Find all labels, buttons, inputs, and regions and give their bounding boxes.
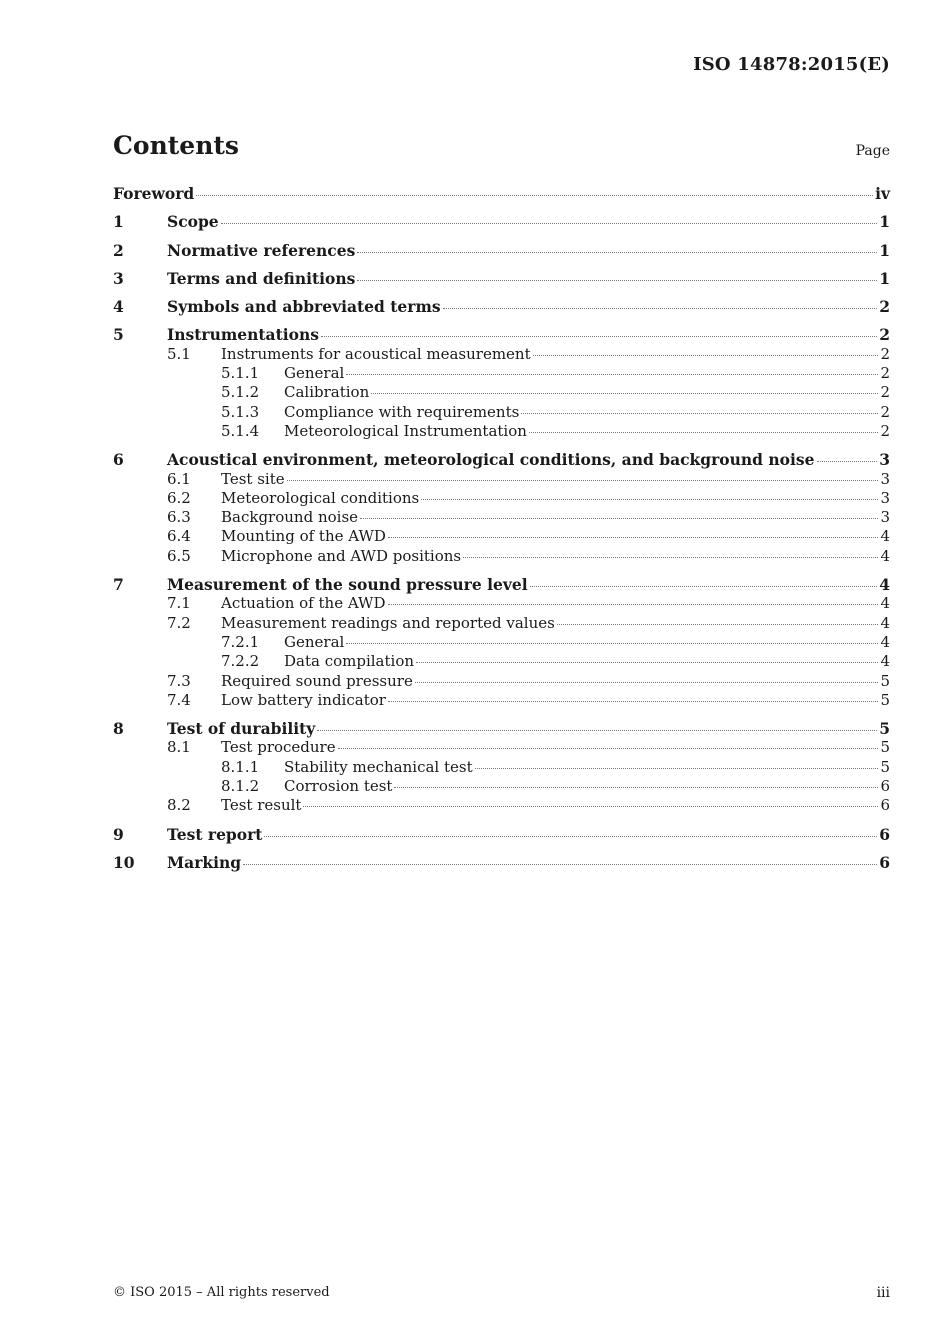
toc-entry-page: 2 <box>880 344 890 363</box>
toc-entry-title: Measurement readings and reported values <box>221 613 555 632</box>
toc-entry-title: Low battery indicator <box>221 690 386 709</box>
toc-entry-number: 6.5 <box>167 546 191 565</box>
toc-entry-title: Terms and definitions <box>167 268 356 288</box>
toc-entry-page: 6 <box>880 777 890 796</box>
toc-entry-number: 5.1 <box>167 344 191 363</box>
toc-entry-page: 5 <box>880 738 890 757</box>
dot-leader <box>557 624 879 625</box>
toc-entry-number: 3 <box>113 268 124 288</box>
toc-entry-number: 8.1 <box>167 738 191 757</box>
toc-entry-number: 4 <box>113 297 124 317</box>
toc-entry-number: 6.1 <box>167 469 191 488</box>
toc-entry[interactable] <box>113 633 890 652</box>
toc-entry[interactable] <box>113 738 890 757</box>
toc-entry-title: Test procedure <box>221 738 336 757</box>
dot-leader <box>303 806 878 807</box>
toc-entry-page: 5 <box>880 757 890 776</box>
toc-entry-number: 7.2.2 <box>221 652 260 671</box>
toc-entry[interactable] <box>113 691 890 710</box>
dot-leader <box>388 701 879 702</box>
toc-entry-number: 6 <box>113 450 124 470</box>
toc-entry[interactable] <box>113 672 890 691</box>
toc-entry-page: 1 <box>879 212 890 232</box>
toc-entry-title: Scope <box>167 212 219 232</box>
page-column-label: Page <box>855 143 890 159</box>
toc-entry-page: 4 <box>880 613 890 632</box>
toc-entry-title: General <box>284 364 345 383</box>
dot-leader <box>388 537 879 538</box>
toc-entry-page: 2 <box>880 402 890 421</box>
toc-entry-number: 8.1.2 <box>221 777 260 796</box>
dot-leader <box>521 413 878 414</box>
dot-leader <box>817 461 878 462</box>
toc-entry[interactable] <box>113 450 890 469</box>
document-id: ISO 14878:2015(E) <box>693 54 890 75</box>
toc-entry[interactable] <box>113 345 890 364</box>
dot-leader <box>346 643 878 644</box>
toc-entry-number: 9 <box>113 824 124 844</box>
toc-entry[interactable] <box>113 853 890 872</box>
toc-entry[interactable] <box>113 575 890 594</box>
toc-entry-title: Mounting of the AWD <box>221 527 386 546</box>
toc-entry[interactable] <box>113 547 890 566</box>
toc-entry-page: 3 <box>880 488 890 507</box>
toc-entry-title: Required sound pressure <box>221 671 413 690</box>
toc-entry-page: 4 <box>880 546 890 565</box>
toc-entry[interactable] <box>113 594 890 613</box>
toc-entry[interactable] <box>113 470 890 489</box>
toc-entry-title: Symbols and abbreviated terms <box>167 297 441 317</box>
toc-entry[interactable] <box>113 241 890 260</box>
dot-leader <box>357 280 877 281</box>
table-of-contents <box>113 184 890 872</box>
toc-entry-title: Compliance with requirements <box>284 402 520 421</box>
toc-entry-number: 5.1.1 <box>221 364 260 383</box>
toc-entry-page: 1 <box>879 240 890 260</box>
toc-entry-title: Corrosion test <box>284 777 393 796</box>
dot-leader <box>360 518 878 519</box>
toc-entry-title: Microphone and AWD positions <box>221 546 462 565</box>
toc-entry-page: 3 <box>879 450 890 470</box>
toc-entry-number: 6.3 <box>167 508 191 527</box>
toc-entry-number: 6.4 <box>167 527 191 546</box>
dot-leader <box>533 355 879 356</box>
toc-entry[interactable] <box>113 652 890 671</box>
toc-entry-number: 5 <box>113 325 124 345</box>
toc-entry[interactable] <box>113 719 890 738</box>
toc-entry-title: Stability mechanical test <box>284 757 473 776</box>
toc-entry-page: 1 <box>879 268 890 288</box>
toc-entry[interactable] <box>113 796 890 815</box>
toc-entry-title: Meteorological Instrumentation <box>284 421 527 440</box>
toc-entry-page: 2 <box>880 421 890 440</box>
toc-entry[interactable] <box>113 212 890 231</box>
toc-entry[interactable] <box>113 269 890 288</box>
toc-entry-number: 6.2 <box>167 488 191 507</box>
toc-entry-title: Test report <box>167 824 263 844</box>
toc-entry-title: Marking <box>167 852 242 872</box>
dot-leader <box>415 682 879 683</box>
toc-entry-page: 5 <box>880 690 890 709</box>
contents-heading: Contents <box>113 131 240 160</box>
toc-entry-title: Background noise <box>221 508 359 527</box>
toc-entry-number: 5.1.3 <box>221 402 260 421</box>
toc-entry-page: 4 <box>880 632 890 651</box>
toc-entry-number: 7.4 <box>167 690 191 709</box>
toc-entry[interactable] <box>113 508 890 527</box>
dot-leader <box>338 748 879 749</box>
toc-entry-title: Meteorological conditions <box>221 488 420 507</box>
toc-entry-page: 4 <box>880 652 890 671</box>
toc-entry-number: 7 <box>113 575 124 595</box>
dot-leader <box>416 662 878 663</box>
dot-leader <box>321 336 877 337</box>
toc-entry-number: 8.1.1 <box>221 757 260 776</box>
toc-entry-title: Test of durability <box>167 719 316 739</box>
toc-entry[interactable] <box>113 527 890 546</box>
toc-entry-title: Instruments for acoustical measurement <box>221 344 531 363</box>
toc-entry-title: Acoustical environment, meteorological conditions, and background noise <box>167 450 815 470</box>
toc-entry-number: 10 <box>113 852 135 872</box>
toc-entry[interactable] <box>113 614 890 633</box>
dot-leader <box>221 223 878 224</box>
toc-entry-number: 8 <box>113 719 124 739</box>
footer-page-number: iii <box>876 1285 890 1301</box>
toc-entry[interactable] <box>113 325 890 344</box>
toc-entry[interactable] <box>113 422 890 441</box>
toc-entry-title: Test site <box>221 469 285 488</box>
toc-entry-title: Data compilation <box>284 652 415 671</box>
toc-entry[interactable] <box>113 489 890 508</box>
toc-entry-title: Foreword <box>113 184 195 203</box>
toc-entry-title: Actuation of the AWD <box>221 594 386 613</box>
dot-leader <box>421 499 878 500</box>
dot-leader <box>317 730 877 731</box>
dot-leader <box>475 768 879 769</box>
toc-entry-page: 6 <box>879 852 890 872</box>
dot-leader <box>264 836 877 837</box>
toc-entry-number: 2 <box>113 240 124 260</box>
toc-entry-number: 5.1.2 <box>221 383 260 402</box>
dot-leader <box>287 480 879 481</box>
dot-leader <box>357 252 877 253</box>
toc-entry-page: 2 <box>879 325 890 345</box>
toc-entry-page: 4 <box>879 575 890 595</box>
toc-entry-page: 5 <box>879 719 890 739</box>
toc-entry[interactable] <box>113 184 890 203</box>
toc-entry-page: 3 <box>880 508 890 527</box>
toc-entry-number: 1 <box>113 212 124 232</box>
toc-entry-title: Calibration <box>284 383 370 402</box>
dot-leader <box>196 195 873 196</box>
dot-leader <box>243 864 877 865</box>
toc-entry-number: 7.3 <box>167 671 191 690</box>
dot-leader <box>443 308 878 309</box>
toc-entry-page: 3 <box>880 469 890 488</box>
toc-entry[interactable] <box>113 383 890 402</box>
toc-entry-number: 7.2 <box>167 613 191 632</box>
toc-entry-page: iv <box>875 184 890 203</box>
toc-entry-number: 5.1.4 <box>221 421 260 440</box>
dot-leader <box>394 787 878 788</box>
toc-entry[interactable] <box>113 758 890 777</box>
dot-leader <box>529 432 879 433</box>
dot-leader <box>463 557 878 558</box>
dot-leader <box>346 374 878 375</box>
dot-leader <box>388 604 879 605</box>
toc-entry[interactable] <box>113 364 890 383</box>
toc-entry-page: 4 <box>880 594 890 613</box>
toc-entry-number: 8.2 <box>167 796 191 815</box>
toc-entry-page: 2 <box>880 383 890 402</box>
toc-entry-page: 4 <box>880 527 890 546</box>
toc-entry-page: 6 <box>880 796 890 815</box>
toc-entry-title: Normative references <box>167 240 356 260</box>
toc-entry[interactable] <box>113 403 890 422</box>
toc-entry-title: Measurement of the sound pressure level <box>167 575 528 595</box>
toc-entry-number: 7.1 <box>167 594 191 613</box>
toc-entry-title: Instrumentations <box>167 325 319 345</box>
toc-entry-page: 2 <box>880 364 890 383</box>
toc-entry[interactable] <box>113 825 890 844</box>
toc-entry-page: 5 <box>880 671 890 690</box>
toc-entry-number: 7.2.1 <box>221 632 260 651</box>
toc-entry-page: 2 <box>879 297 890 317</box>
toc-entry[interactable] <box>113 777 890 796</box>
dot-leader <box>530 586 878 587</box>
toc-entry-title: General <box>284 632 345 651</box>
toc-entry-page: 6 <box>879 824 890 844</box>
toc-entry[interactable] <box>113 297 890 316</box>
footer-copyright: © ISO 2015 – All rights reserved <box>113 1285 330 1300</box>
toc-entry-title: Test result <box>221 796 302 815</box>
dot-leader <box>371 393 878 394</box>
